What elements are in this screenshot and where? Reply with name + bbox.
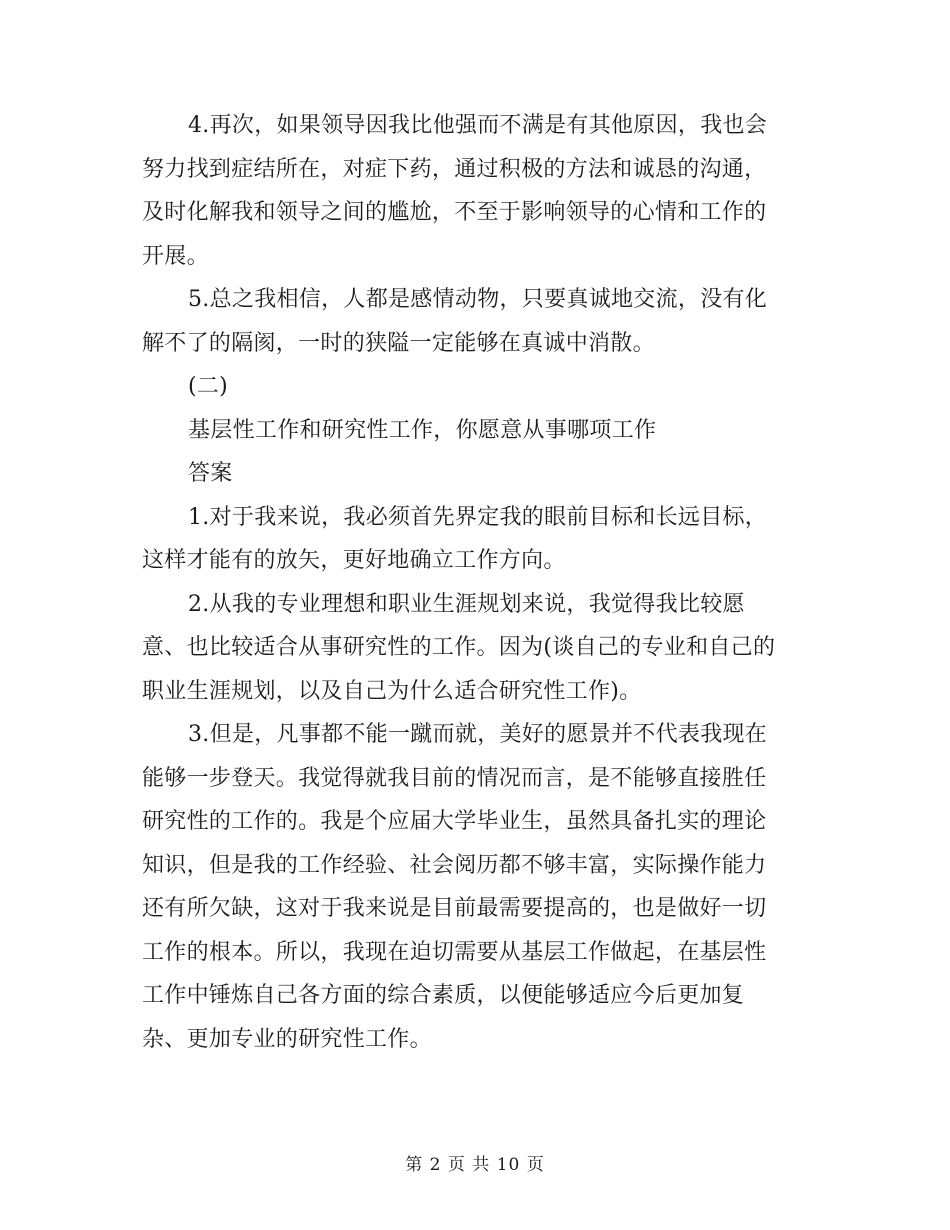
- text-line: 这样才能有的放矢，更好地确立工作方向。: [142, 548, 566, 573]
- section-heading: (二): [188, 374, 229, 399]
- text-line: 意、也比较适合从事研究性的工作。因为(谈自己的专业和自己的: [142, 635, 776, 660]
- text-line: 知识，但是我的工作经验、社会阅历都不够丰富，实际操作能力: [142, 852, 767, 878]
- page-body: [142, 104, 807, 1061]
- text-line: 4.再次，如果领导因我比他强而不满是有其他原因，我也会: [188, 113, 768, 138]
- text-line: 开展。: [142, 243, 209, 269]
- text-line: 研究性的工作的。我是个应届大学毕业生，虽然具备扎实的理论: [142, 809, 767, 834]
- text-line: 还有所欠缺，这对于我来说是目前最需要提高的，也是做好一切: [142, 896, 767, 921]
- answer-label: 答案: [188, 461, 233, 486]
- question-text: 基层性工作和研究性工作，你愿意从事哪项工作: [188, 417, 657, 443]
- text-line: 解不了的隔阂，一时的狭隘一定能够在真诚中消散。: [142, 330, 655, 356]
- text-line: 1.对于我来说，我必须首先界定我的眼前目标和长远目标，: [188, 504, 768, 530]
- text-line: 杂、更加专业的研究性工作。: [142, 1026, 432, 1052]
- page-footer: 第 2 页 共 10 页: [405, 1155, 545, 1175]
- text-line: 及时化解我和领导之间的尴尬，不至于影响领导的心情和工作的: [142, 200, 767, 225]
- text-line: 工作的根本。所以，我现在迫切需要从基层工作做起，在基层性: [142, 939, 767, 965]
- body-text: [142, 104, 807, 1061]
- text-line: 职业生涯规划，以及自己为什么适合研究性工作)。: [142, 678, 642, 704]
- text-line: 能够一步登天。我觉得就我目前的情况而言，是不能够直接胜任: [142, 765, 767, 791]
- text-line: 努力找到症结所在，对症下药，通过积极的方法和诚恳的沟通，: [142, 156, 767, 182]
- text-line: 2.从我的专业理想和职业生涯规划来说，我觉得我比较愿: [188, 591, 745, 617]
- text-line: 3.但是，凡事都不能一蹴而就，美好的愿景并不代表我现在: [188, 722, 768, 747]
- text-line: 5.总之我相信，人都是感情动物，只要真诚地交流，没有化: [188, 287, 768, 312]
- text-line: 工作中锤炼自己各方面的综合素质，以便能够适应今后更加复: [142, 983, 745, 1008]
